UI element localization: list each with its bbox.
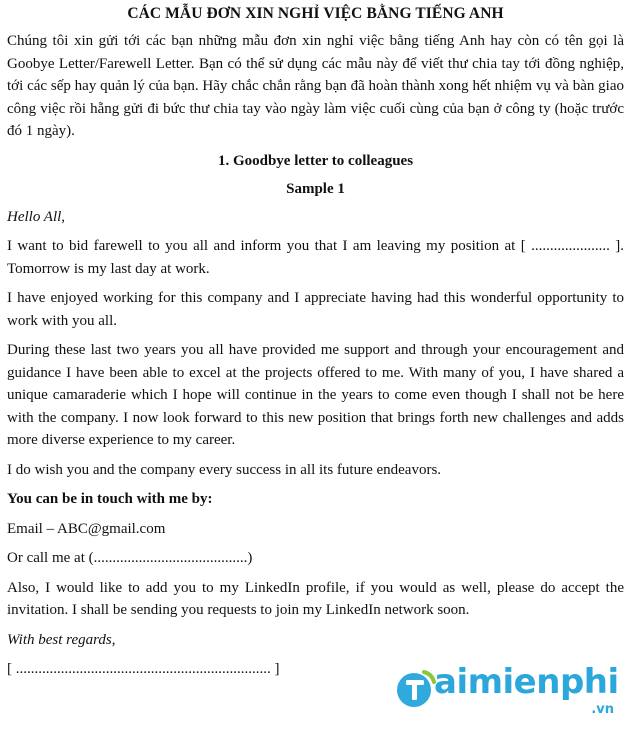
contact-heading: You can be in touch with me by: [7,491,213,507]
signature-line: [ .................................................................... ] [7,661,280,677]
letter-paragraph-2: I have enjoyed working for this company and I appreciate having had this wonderful opportunity to work with you all. [7,290,624,329]
linkedin-paragraph: Also, I would like to add you to my LinkedIn profile, if you would as well, please do accept the invitation. I shall be sending you requests to join my LinkedIn network soon. [7,579,624,618]
document-title: CÁC MẪU ĐƠN XIN NGHỈ VIỆC BẰNG TIẾNG ANH [127,5,504,22]
intro-paragraph: Chúng tôi xin gửi tới các bạn những mẫu đơn xin nghỉ việc bằng tiếng Anh hay còn có tên gọi là Goobye Letter/Farewell Letter. Bạn có thể sử dụng các mẫu này để viết thư chia tay tới đồng nghiệp, tới các sếp hay quản lý của bạn. Hãy chắc chắn rằng bạn đã hoàn thành xong hết nhiệm vụ và bàn giao công việc rồi hẵng gửi đi bức thư chia tay vào ngày làm việc cuối cùng của bạn ở công ty (hoặc trước đó 1 ngày). [7,33,624,139]
closing-line: With best regards, [7,631,116,648]
letter-paragraph-1: I want to bid farewell to you all and inform you that I am leaving my position at [ ..................... ]. Tomorrow is my last day at work. [7,238,624,277]
taimienphi-logo [394,660,620,724]
call-line: Or call me at (.........................................) [7,550,253,566]
sample-heading: Sample 1 [286,180,345,197]
logo-text: aimienphi [434,662,619,702]
letter-paragraph-3: During these last two years you all have provided me support and through your encouragement and guidance I have been able to excel at the projects offered to me. With many of you, I have shared a unique camaraderie which I hope will continue in the years to come even though I shall not be here with the company. I now look forward to this new position that brings forth new challenges and adds more diverse experience to my career. [7,342,624,448]
letter-paragraph-4: I do wish you and the company every success in all its future endeavors. [7,461,442,478]
letter-greeting: Hello All, [7,208,66,225]
section-heading: 1. Goodbye letter to colleagues [217,152,414,169]
logo-suffix: .vn [591,702,614,717]
logo-t-icon [394,666,438,710]
email-line: Email – ABC@gmail.com [7,520,166,537]
